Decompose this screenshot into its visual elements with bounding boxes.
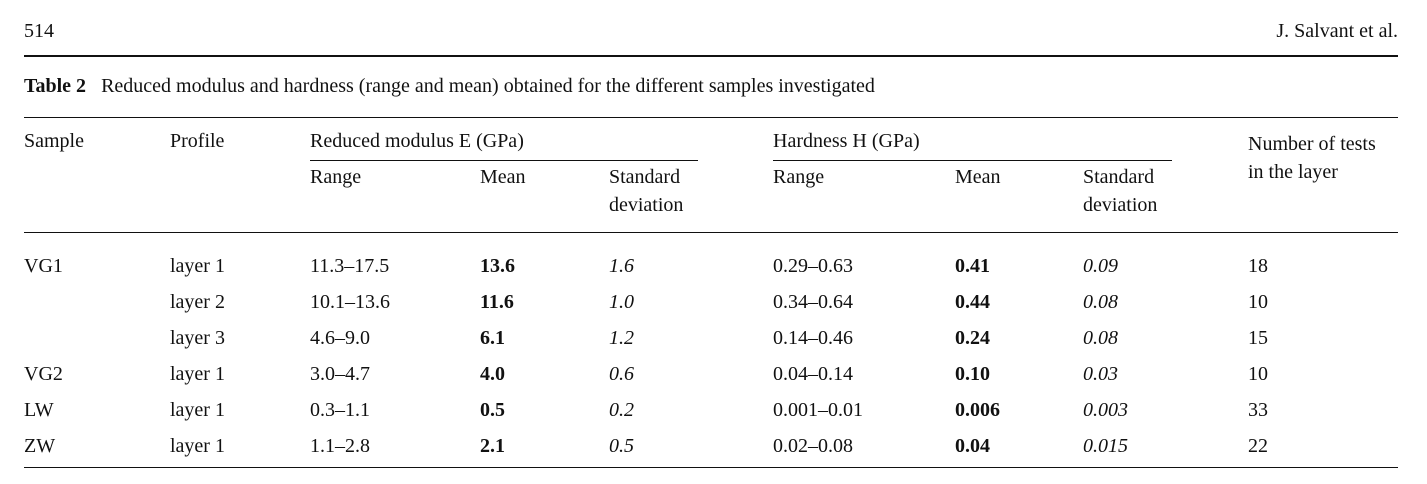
cell-sample: ZW: [24, 435, 56, 457]
table-caption-label: Table 2: [24, 75, 87, 97]
cell-h-mean: 0.44: [955, 291, 990, 313]
table-bottom-rule: [24, 467, 1398, 468]
header-sample: Sample: [24, 130, 84, 152]
cell-profile: layer 1: [170, 363, 225, 385]
cell-e-mean: 4.0: [480, 363, 505, 385]
header-rule: [24, 55, 1398, 57]
table-top-rule: [24, 117, 1398, 118]
running-header: [24, 20, 1398, 48]
cell-h-range: 0.34–0.64: [773, 291, 853, 313]
cell-h-std: 0.015: [1083, 435, 1128, 457]
cell-h-range: 0.04–0.14: [773, 363, 853, 385]
cell-tests: 22: [1248, 435, 1268, 457]
cell-e-std: 1.2: [609, 327, 634, 349]
cell-h-mean: 0.10: [955, 363, 990, 385]
cell-e-std: 0.6: [609, 363, 634, 385]
header-e-mean: Mean: [480, 166, 526, 188]
cell-e-mean: 11.6: [480, 291, 514, 313]
modulus-group-rule: [310, 160, 698, 161]
header-h-std-line1: Standard: [1083, 166, 1155, 188]
cell-h-range: 0.29–0.63: [773, 255, 853, 277]
cell-e-std: 1.0: [609, 291, 634, 313]
cell-e-range: 1.1–2.8: [310, 435, 370, 457]
cell-e-std: 0.2: [609, 399, 634, 421]
cell-e-range: 11.3–17.5: [310, 255, 390, 277]
cell-profile: layer 1: [170, 435, 225, 457]
cell-e-mean: 0.5: [480, 399, 505, 421]
cell-h-std: 0.03: [1083, 363, 1118, 385]
header-hardness-group: Hardness H (GPa): [773, 130, 920, 152]
header-profile: Profile: [170, 130, 225, 152]
cell-h-mean: 0.006: [955, 399, 1000, 421]
cell-sample: VG1: [24, 255, 63, 277]
cell-e-mean: 6.1: [480, 327, 505, 349]
running-head-authors: J. Salvant et al.: [1276, 20, 1398, 42]
cell-sample: VG2: [24, 363, 63, 385]
cell-h-mean: 0.24: [955, 327, 990, 349]
header-tests-line2: in the layer: [1248, 161, 1338, 183]
header-h-mean: Mean: [955, 166, 1001, 188]
cell-tests: 10: [1248, 291, 1268, 313]
cell-e-range: 10.1–13.6: [310, 291, 390, 313]
cell-h-std: 0.003: [1083, 399, 1128, 421]
cell-h-range: 0.001–0.01: [773, 399, 863, 421]
cell-profile: layer 3: [170, 327, 225, 349]
cell-e-std: 0.5: [609, 435, 634, 457]
cell-h-std: 0.08: [1083, 327, 1118, 349]
cell-h-range: 0.14–0.46: [773, 327, 853, 349]
cell-e-range: 4.6–9.0: [310, 327, 370, 349]
cell-e-std: 1.6: [609, 255, 634, 277]
cell-e-mean: 13.6: [480, 255, 515, 277]
cell-h-std: 0.08: [1083, 291, 1118, 313]
header-tests-line1: Number of tests: [1248, 133, 1376, 155]
cell-e-range: 3.0–4.7: [310, 363, 370, 385]
header-h-range: Range: [773, 166, 825, 188]
page-number: 514: [24, 20, 54, 42]
cell-sample: LW: [24, 399, 54, 421]
cell-h-mean: 0.41: [955, 255, 990, 277]
cell-tests: 18: [1248, 255, 1268, 277]
cell-h-mean: 0.04: [955, 435, 990, 457]
table-caption-text: Reduced modulus and hardness (range and mean) obtained for the different samples investigated: [101, 75, 875, 97]
cell-profile: layer 1: [170, 399, 225, 421]
cell-profile: layer 2: [170, 291, 225, 313]
cell-tests: 10: [1248, 363, 1268, 385]
cell-e-mean: 2.1: [480, 435, 505, 457]
header-h-std-line2: deviation: [1083, 194, 1158, 216]
table-caption: [24, 75, 875, 98]
hardness-group-rule: [773, 160, 1172, 161]
cell-tests: 33: [1248, 399, 1268, 421]
cell-h-std: 0.09: [1083, 255, 1118, 277]
header-e-std-line2: deviation: [609, 194, 684, 216]
table-header-rule: [24, 232, 1398, 233]
cell-e-range: 0.3–1.1: [310, 399, 370, 421]
cell-profile: layer 1: [170, 255, 225, 277]
cell-h-range: 0.02–0.08: [773, 435, 853, 457]
header-modulus-group: Reduced modulus E (GPa): [310, 130, 524, 152]
header-e-std-line1: Standard: [609, 166, 681, 188]
cell-tests: 15: [1248, 327, 1268, 349]
header-e-range: Range: [310, 166, 362, 188]
